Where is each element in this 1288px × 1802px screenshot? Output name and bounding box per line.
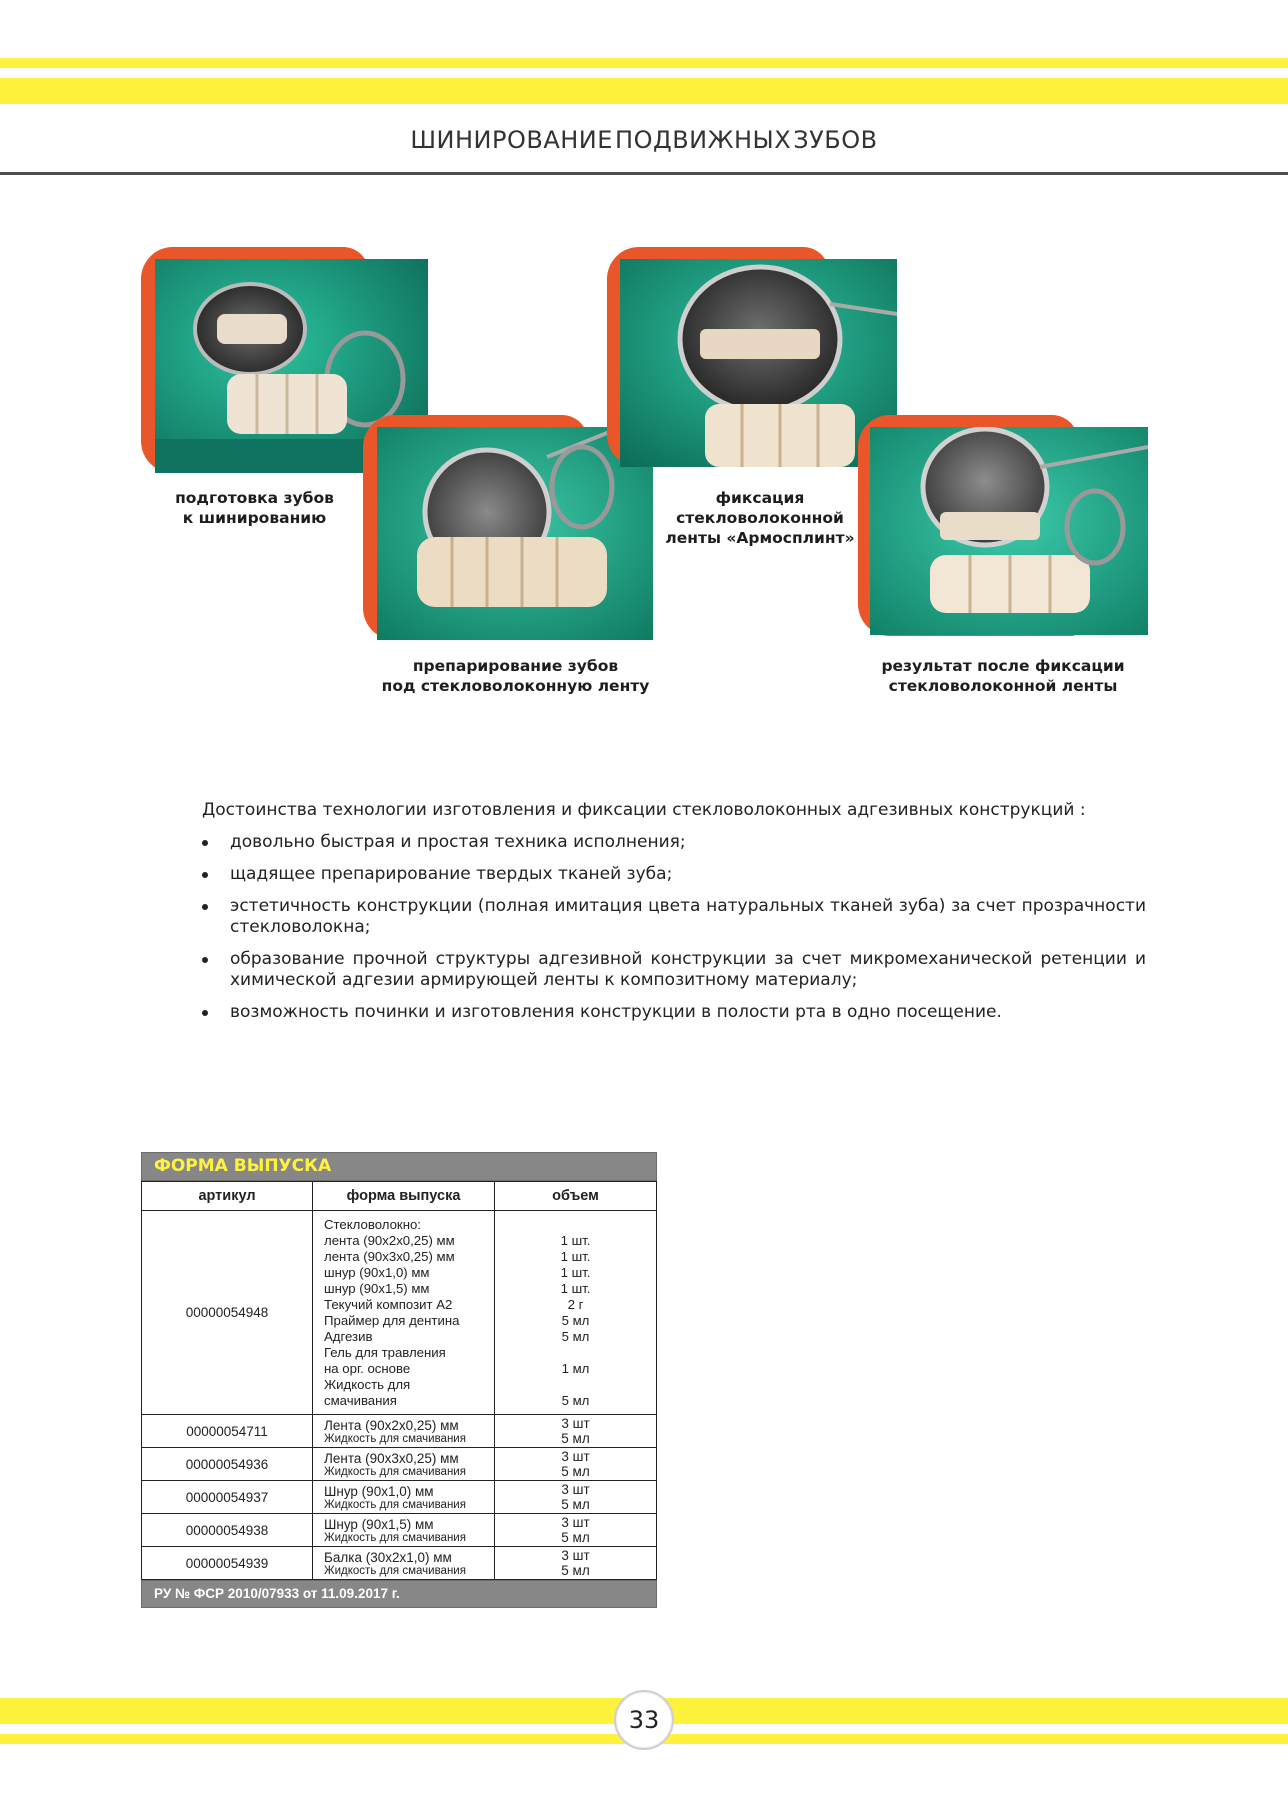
table-row <box>142 1211 657 1415</box>
article-cell: 00000054937 <box>142 1481 313 1514</box>
volume-cell: 3 шт 5 мл <box>495 1481 657 1514</box>
volume-cell: 3 шт 5 мл <box>495 1415 657 1448</box>
list-item: довольно быстрая и простая техника исполнения; <box>202 832 1146 853</box>
table-title: ФОРМА ВЫПУСКА <box>154 1156 332 1176</box>
article-cell: 00000054938 <box>142 1514 313 1547</box>
volume-cell: 1 шт. 1 шт. 1 шт. 1 шт. 2 г 5 мл 5 мл 1 мл 5 мл <box>495 1211 657 1415</box>
table-row <box>142 1514 657 1547</box>
release-table <box>141 1181 657 1580</box>
list-item: возможность починки и изготовления конструкции в полости рта в одно посещение. <box>202 1002 1146 1023</box>
photo-caption-1: подготовка зубов к шинированию <box>175 489 334 527</box>
list-item: эстетичность конструкции (полная имитация цвета натуральных тканей зуба) за счет прозрачности стекловолокна; <box>202 896 1146 938</box>
form-cell: Лента (90х2х0,25) мм Жидкость для смачивания <box>313 1415 495 1448</box>
page-title: ШИНИРОВАНИЕ ПОДВИЖНЫХ ЗУБОВ <box>410 126 878 154</box>
photo-caption-4: результат после фиксации стекловолоконной ленты <box>881 657 1125 695</box>
article-cell: 00000054939 <box>142 1547 313 1580</box>
bullet-icon <box>202 840 208 846</box>
bullet-icon <box>202 904 208 910</box>
form-cell: Балка (30х2х1,0) мм Жидкость для смачивания <box>313 1547 495 1580</box>
table-header-row <box>142 1182 657 1211</box>
form-cell: Шнур (90х1,0) мм Жидкость для смачивания <box>313 1481 495 1514</box>
list-item: щадящее препарирование твердых тканей зуба; <box>202 864 1146 885</box>
bullet-icon <box>202 872 208 878</box>
photo-caption-3: фиксация стекловолоконной ленты «Армосплинт» <box>665 489 855 547</box>
photo-caption-2: препарирование зубов под стекловолоконную ленту <box>381 657 650 695</box>
table-row <box>142 1448 657 1481</box>
advantages-intro: Достоинства технологии изготовления и фиксации стекловолоконных адгезивных конструкций : <box>202 800 1086 820</box>
article-cell: 00000054936 <box>142 1448 313 1481</box>
page-number: 33 <box>614 1690 674 1750</box>
table-row <box>142 1547 657 1580</box>
article-cell: 00000054711 <box>142 1415 313 1448</box>
bullet-icon <box>202 957 208 963</box>
form-cell: Лента (90х3х0,25) мм Жидкость для смачивания <box>313 1448 495 1481</box>
bullet-icon <box>202 1010 208 1016</box>
table-row <box>142 1415 657 1448</box>
column-header-article: артикул <box>142 1182 313 1211</box>
list-item: образование прочной структуры адгезивной конструкции за счет микромеханической ретенции и химической адгезии армирующей ленты к композитному материалу; <box>202 949 1146 991</box>
table-title-band <box>141 1152 657 1181</box>
table-footer-band <box>141 1580 657 1608</box>
volume-cell: 3 шт 5 мл <box>495 1514 657 1547</box>
advantages-list <box>202 832 1146 1034</box>
dental-photo-2 <box>377 427 653 640</box>
column-header-volume: объем <box>495 1182 657 1211</box>
release-form-table <box>141 1152 657 1608</box>
article-cell: 00000054948 <box>142 1211 313 1415</box>
volume-cell: 3 шт 5 мл <box>495 1547 657 1580</box>
registration-number: РУ № ФСР 2010/07933 от 11.09.2017 г. <box>154 1586 400 1601</box>
column-header-form: форма выпуска <box>313 1182 495 1211</box>
volume-cell: 3 шт 5 мл <box>495 1448 657 1481</box>
top-stripe-thin <box>0 58 1288 68</box>
top-stripe-thick <box>0 78 1288 104</box>
table-row <box>142 1481 657 1514</box>
dental-photo-3 <box>620 259 897 467</box>
form-cell: Стекловолокно: лента (90х2х0,25) мм лента (90х3х0,25) мм шнур (90х1,0) мм шнур (90х1,5) мм Текучий композит А2 Праймер для дентина Адгезив Гель для травления на орг. основе Жидкость для смачивания <box>313 1211 495 1415</box>
dental-photo-4 <box>870 427 1148 635</box>
header-divider <box>0 172 1288 175</box>
form-cell: Шнур (90х1,5) мм Жидкость для смачивания <box>313 1514 495 1547</box>
